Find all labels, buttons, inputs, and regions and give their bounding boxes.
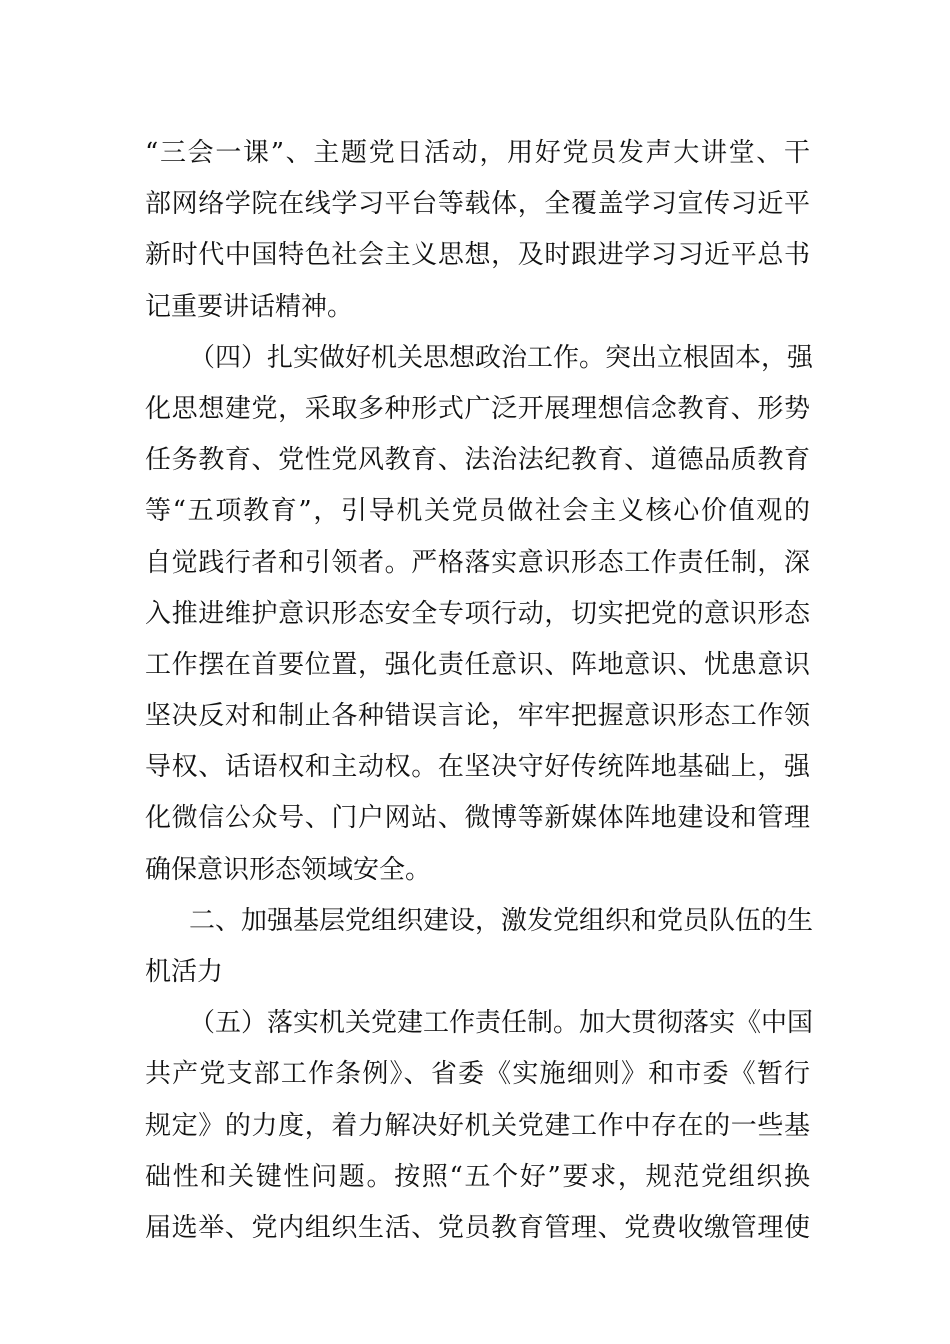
paragraph-2-line-1: （四）扎实做好机关思想政治工作。突出立根固本，强 [189, 342, 814, 373]
paragraph-2-line-11: 确保意识形态领域安全。 [145, 854, 432, 885]
document-body [145, 128, 814, 1254]
paragraph-2-line-9: 导权、话语权和主动权。在坚决守好传统阵地基础上，强 [145, 752, 810, 783]
paragraph-2-line-6: 入推进维护意识形态安全专项行动，切实把党的意识形态 [145, 598, 810, 629]
section-heading-line-1: 二、加强基层党组织建设，激发党组织和党员队伍的生 [189, 905, 814, 936]
paragraph-2-line-7: 工作摆在首要位置，强化责任意识、阵地意识、忧患意识 [145, 649, 810, 680]
paragraph-2-line-10: 化微信公众号、门户网站、微博等新媒体阵地建设和管理 [145, 803, 810, 834]
paragraph-2-line-8: 坚决反对和制止各种错误言论，牢牢把握意识形态工作领 [145, 701, 810, 732]
paragraph-2-line-5: 自觉践行者和引领者。严格落实意识形态工作责任制，深 [145, 547, 810, 578]
paragraph-4-line-5: 届选举、党内组织生活、党员教育管理、党费收缴管理使 [145, 1212, 810, 1243]
paragraph-1-line-3: 新时代中国特色社会主义思想，及时跟进学习习近平总书 [145, 240, 810, 271]
paragraph-1-line-2: 部网络学院在线学习平台等载体，全覆盖学习宣传习近平 [145, 189, 810, 220]
paragraph-2-line-2: 化思想建党，采取多种形式广泛开展理想信念教育、形势 [145, 393, 810, 424]
paragraph-4-line-4: 础性和关键性问题。按照“五个好”要求，规范党组织换 [145, 1161, 810, 1192]
paragraph-2-line-4: 等“五项教育”，引导机关党员做社会主义核心价值观的 [145, 496, 810, 527]
paragraph-1-line-1: “三会一课”、主题党日活动，用好党员发声大讲堂、干 [145, 138, 810, 168]
paragraph-2-line-3: 任务教育、党性党风教育、法治法纪教育、道德品质教育 [145, 445, 810, 476]
paragraph-4-line-2: 共产党支部工作条例》、省委《实施细则》和市委《暂行 [145, 1059, 810, 1090]
section-heading-line-2: 机活力 [145, 957, 224, 987]
paragraph-4-line-1: （五）落实机关党建工作责任制。加大贯彻落实《中国 [189, 1008, 814, 1039]
paragraph-1-line-4: 记重要讲话精神。 [145, 291, 354, 322]
paragraph-4-line-3: 规定》的力度，着力解决好机关党建工作中存在的一些基 [145, 1110, 810, 1141]
